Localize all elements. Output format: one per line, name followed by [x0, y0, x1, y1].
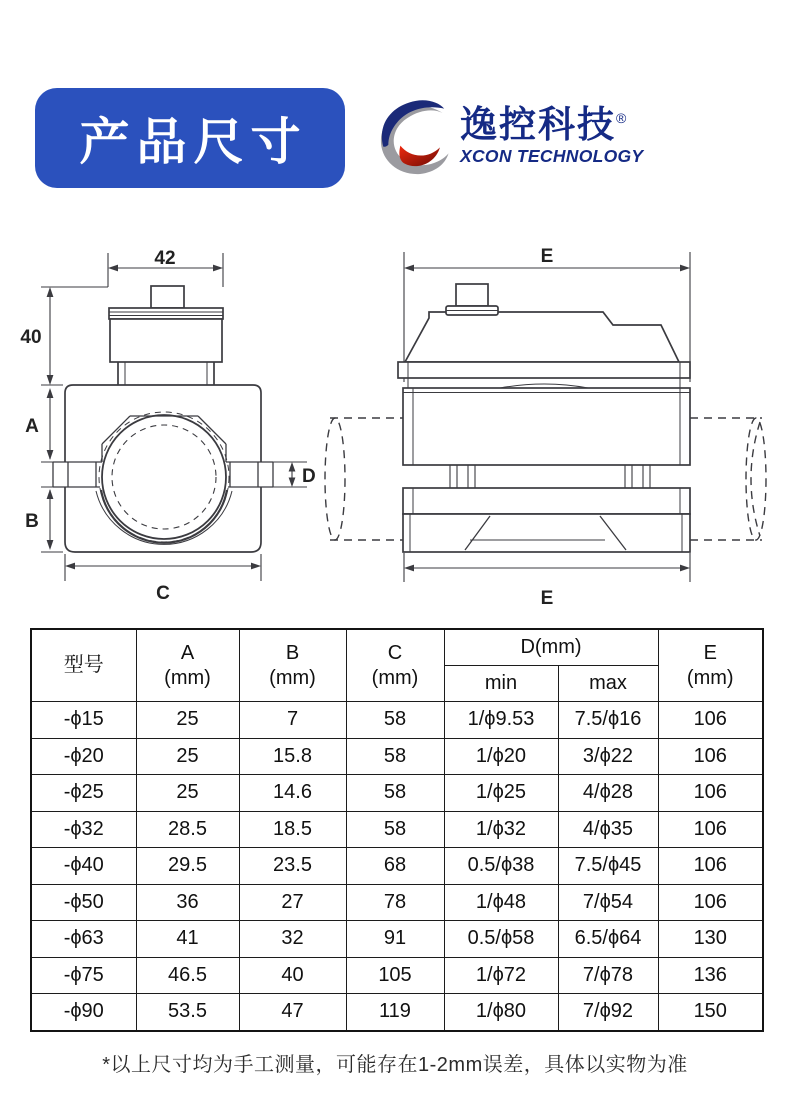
cell-a: 25	[136, 738, 239, 775]
cell-c: 105	[346, 957, 444, 994]
table-row	[31, 994, 763, 1031]
cell-model: -ϕ90	[31, 994, 136, 1031]
dim-label-e-top: E	[540, 246, 554, 267]
col-unit-c: (mm)	[371, 666, 419, 689]
brand-name-cn: 逸控科技®	[460, 104, 627, 145]
table-row	[31, 884, 763, 921]
col-header-d: D(mm)	[444, 629, 658, 666]
cell-d_min: 1/ϕ32	[444, 811, 558, 848]
cell-b: 15.8	[239, 738, 346, 775]
brand-logo	[372, 94, 643, 180]
cell-b: 23.5	[239, 848, 346, 885]
front-view-drawing	[8, 240, 318, 615]
cell-e: 106	[658, 702, 763, 739]
col-unit-e: (mm)	[686, 666, 734, 689]
spec-table-header	[31, 629, 763, 702]
dim-label-c: C	[156, 583, 170, 604]
col-header-e	[658, 629, 763, 702]
dim-label-e-bottom: E	[540, 588, 554, 609]
table-row	[31, 957, 763, 994]
cell-e: 106	[658, 848, 763, 885]
cell-d_max: 7/ϕ54	[558, 884, 658, 921]
col-header-d-max: max	[558, 666, 658, 702]
cell-d_min: 1/ϕ48	[444, 884, 558, 921]
cell-c: 119	[346, 994, 444, 1031]
cell-e: 136	[658, 957, 763, 994]
side-view-drawing	[310, 240, 790, 615]
cell-model: -ϕ32	[31, 811, 136, 848]
table-row	[31, 921, 763, 958]
cell-model: -ϕ25	[31, 775, 136, 812]
table-row	[31, 738, 763, 775]
cell-e: 106	[658, 738, 763, 775]
cell-d_max: 7.5/ϕ16	[558, 702, 658, 739]
section-title-banner	[35, 88, 345, 188]
cell-model: -ϕ20	[31, 738, 136, 775]
cell-d_min: 0.5/ϕ38	[444, 848, 558, 885]
cell-d_min: 0.5/ϕ58	[444, 921, 558, 958]
spec-table-body	[31, 702, 763, 1031]
dim-label-d: D	[302, 466, 316, 487]
col-header-b	[239, 629, 346, 702]
col-unit-a: (mm)	[164, 666, 211, 689]
registered-mark: ®	[616, 110, 627, 126]
col-letter-a: A	[180, 641, 195, 664]
col-letter-e: E	[703, 641, 717, 664]
cell-model: -ϕ75	[31, 957, 136, 994]
cell-e: 106	[658, 811, 763, 848]
cell-e: 150	[658, 994, 763, 1031]
table-row	[31, 702, 763, 739]
cell-b: 14.6	[239, 775, 346, 812]
table-row	[31, 775, 763, 812]
cell-d_max: 7.5/ϕ45	[558, 848, 658, 885]
col-unit-b: (mm)	[269, 666, 316, 689]
cell-b: 40	[239, 957, 346, 994]
cell-c: 58	[346, 811, 444, 848]
cell-d_max: 4/ϕ35	[558, 811, 658, 848]
cell-a: 29.5	[136, 848, 239, 885]
cell-e: 130	[658, 921, 763, 958]
cell-e: 106	[658, 884, 763, 921]
cell-a: 41	[136, 921, 239, 958]
cell-d_min: 1/ϕ72	[444, 957, 558, 994]
cell-d_min: 1/ϕ20	[444, 738, 558, 775]
dim-label-42: 42	[154, 248, 176, 269]
cell-a: 36	[136, 884, 239, 921]
cell-a: 53.5	[136, 994, 239, 1031]
table-row	[31, 811, 763, 848]
cell-b: 7	[239, 702, 346, 739]
cell-a: 28.5	[136, 811, 239, 848]
dim-label-a: A	[25, 416, 39, 437]
cell-d_max: 7/ϕ78	[558, 957, 658, 994]
cell-model: -ϕ63	[31, 921, 136, 958]
cell-c: 58	[346, 738, 444, 775]
cell-b: 47	[239, 994, 346, 1031]
col-header-a	[136, 629, 239, 702]
cell-d_max: 4/ϕ28	[558, 775, 658, 812]
cell-d_max: 6.5/ϕ64	[558, 921, 658, 958]
dim-label-b: B	[25, 511, 39, 532]
cell-c: 58	[346, 775, 444, 812]
cell-model: -ϕ50	[31, 884, 136, 921]
dim-label-40: 40	[20, 327, 42, 348]
col-letter-b: B	[285, 641, 300, 664]
cell-d_max: 3/ϕ22	[558, 738, 658, 775]
cell-model: -ϕ40	[31, 848, 136, 885]
cell-model: -ϕ15	[31, 702, 136, 739]
table-row	[31, 848, 763, 885]
col-letter-c: C	[387, 641, 403, 664]
section-title: 产品尺寸	[79, 114, 308, 170]
col-header-d-min: min	[444, 666, 558, 702]
measurement-disclaimer: *以上尺寸均为手工测量，可能存在1-2mm误差，具体以实物为准	[102, 1054, 688, 1076]
cell-d_max: 7/ϕ92	[558, 994, 658, 1031]
brand-name-en: XCON TECHNOLOGY	[460, 146, 644, 166]
brand-logo-text	[460, 106, 643, 167]
cell-b: 18.5	[239, 811, 346, 848]
cell-d_min: 1/ϕ9.53	[444, 702, 558, 739]
cell-a: 25	[136, 702, 239, 739]
col-header-model: 型号	[31, 629, 136, 702]
cell-d_min: 1/ϕ25	[444, 775, 558, 812]
cell-d_min: 1/ϕ80	[444, 994, 558, 1031]
cell-c: 58	[346, 702, 444, 739]
cell-b: 27	[239, 884, 346, 921]
cell-e: 106	[658, 775, 763, 812]
cell-c: 78	[346, 884, 444, 921]
spec-table	[30, 628, 764, 1032]
cell-c: 91	[346, 921, 444, 958]
brand-logo-icon	[372, 94, 458, 180]
cell-c: 68	[346, 848, 444, 885]
cell-a: 46.5	[136, 957, 239, 994]
cell-b: 32	[239, 921, 346, 958]
col-header-c	[346, 629, 444, 702]
cell-a: 25	[136, 775, 239, 812]
